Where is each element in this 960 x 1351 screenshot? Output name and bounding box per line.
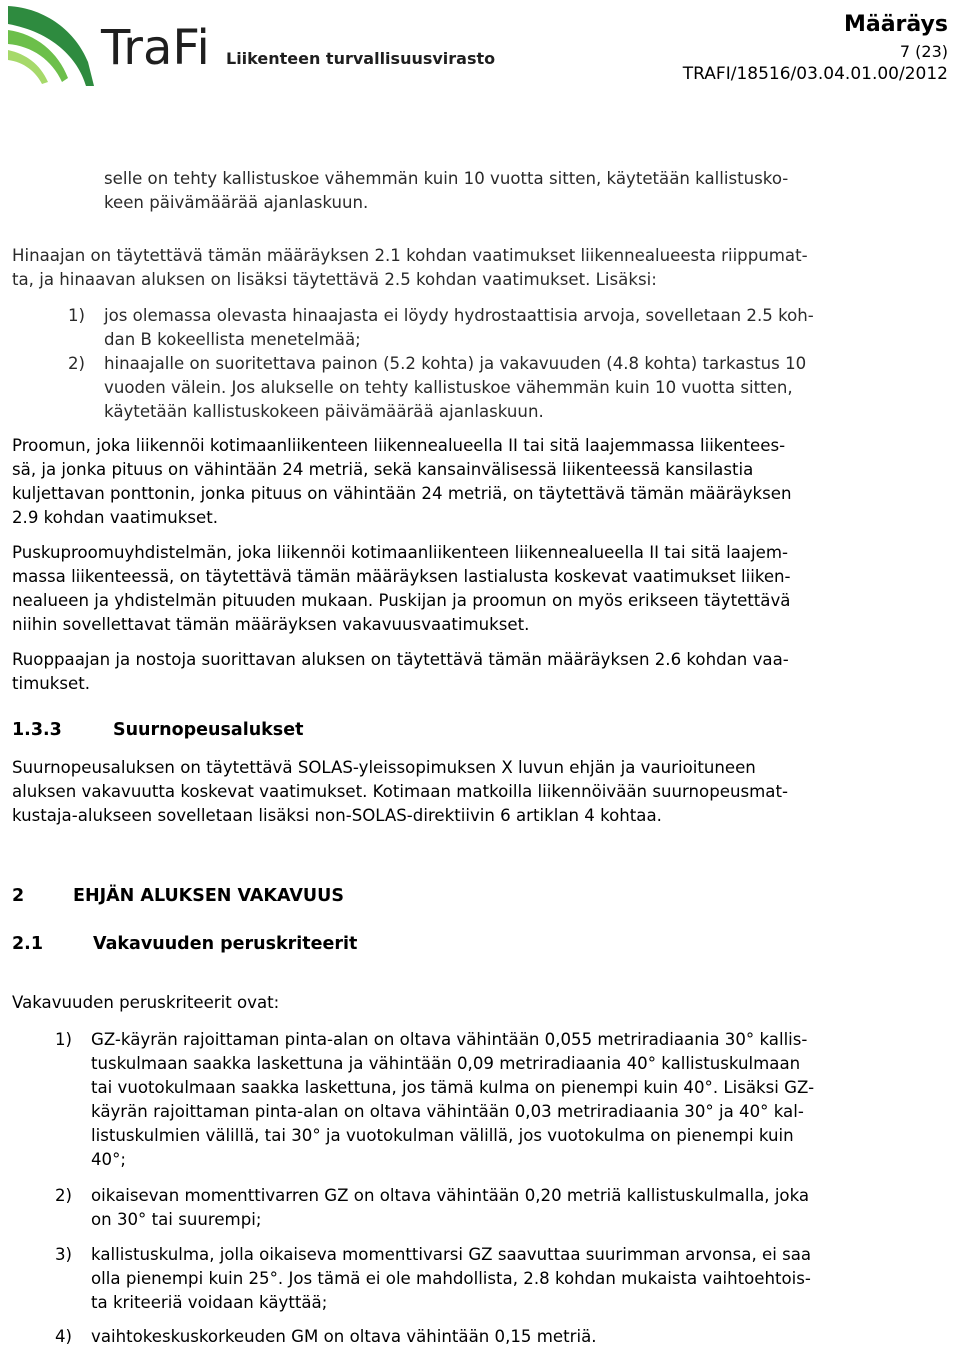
paragraph-line: sä, ja jonka pituus on vähintään 24 metriä, sekä kansainvälisessä liikenteessä kansilastia bbox=[12, 460, 754, 479]
list-item-line: tuskulmaan saakka laskettuna ja vähintään 0,09 metriradiaania 40° kallistuskulmaan bbox=[91, 1054, 801, 1073]
paragraph-line: kustaja-alukseen sovelletaan lisäksi non-SOLAS-direktiivin 6 artiklan 4 kohtaa. bbox=[12, 806, 662, 825]
paragraph-line: ta, ja hinaavan aluksen on lisäksi täytettävä 2.5 kohdan vaatimukset. Lisäksi: bbox=[12, 270, 657, 289]
paragraph-line: Puskuproomuyhdistelmän, joka liikennöi kotimaanliikenteen liikennealueella II tai sitä laajem- bbox=[12, 543, 788, 562]
list-item-line: vuoden välein. Jos alukselle on tehty kallistuskoe vähemmän kuin 10 vuotta sitten, bbox=[104, 378, 793, 397]
list-item-line: tai vuotokulmaan saakka laskettuna, jos tämä kulma on pienempi kuin 40°. Lisäksi GZ- bbox=[91, 1078, 815, 1097]
paragraph-line: kuljettavan ponttonin, jonka pituus on vähintään 24 metriä, on täytettävä tämän määräyksen bbox=[12, 484, 792, 503]
section-title: Vakavuuden peruskriteerit bbox=[93, 934, 358, 954]
list-number: 2) bbox=[55, 1186, 73, 1205]
list-item-line: jos olemassa olevasta hinaajasta ei löydy hydrostaattisia arvoja, sovelletaan 2.5 koh- bbox=[104, 306, 814, 325]
doc-type: Määräys bbox=[843, 12, 948, 37]
section-number: 1.3.3 bbox=[12, 720, 62, 740]
paragraph-line: timukset. bbox=[12, 674, 91, 693]
page-number: 7 (23) bbox=[899, 42, 948, 61]
list-item-line: 40°; bbox=[91, 1150, 127, 1169]
doc-reference: TRAFI/18516/03.04.01.00/2012 bbox=[682, 64, 948, 84]
paragraph-line: niihin sovellettavat tämän määräyksen vakavuusvaatimukset. bbox=[12, 615, 530, 634]
list-number: 2) bbox=[68, 354, 86, 373]
paragraph-line: keen päivämäärää ajanlaskuun. bbox=[104, 193, 369, 212]
paragraph-line: Ruoppaajan ja nostoja suorittavan aluksen on täytettävä tämän määräyksen 2.6 kohdan vaa- bbox=[12, 650, 789, 669]
list-number: 3) bbox=[55, 1245, 73, 1264]
list-item-line: hinaajalle on suoritettava painon (5.2 kohta) ja vakavuuden (4.8 kohta) tarkastus 10 bbox=[104, 354, 807, 373]
list-number: 1) bbox=[68, 306, 86, 325]
paragraph-line: massa liikenteessä, on täytettävä tämän määräyksen lastialusta koskevat vaatimukset liiken- bbox=[12, 567, 791, 586]
list-item-line: ta kriteeriä voidaan käyttää; bbox=[91, 1293, 328, 1312]
list-number: 1) bbox=[55, 1030, 73, 1049]
section-number: 2.1 bbox=[12, 934, 44, 954]
list-item-line: on 30° tai suurempi; bbox=[91, 1210, 262, 1229]
list-item-line: kallistuskulma, jolla oikaiseva momenttivarsi GZ saavuttaa suurimman arvonsa, ei saa bbox=[91, 1245, 812, 1264]
logo-agency: Liikenteen turvallisuusvirasto bbox=[226, 49, 496, 68]
paragraph-line: Proomun, joka liikennöi kotimaanliikenteen liikennealueella II tai sitä laajemmassa liikentees- bbox=[12, 436, 786, 455]
list-item-line: listuskulmien välillä, tai 30° ja vuotokulman välillä, jos vuotokulma on pienempi kuin bbox=[91, 1126, 794, 1145]
chapter-title: EHJÄN ALUKSEN VAKAVUUS bbox=[73, 886, 344, 906]
list-item-line: oikaisevan momenttivarren GZ on oltava vähintään 0,20 metriä kallistuskulmalla, joka bbox=[91, 1186, 810, 1205]
paragraph-line: selle on tehty kallistuskoe vähemmän kuin 10 vuotta sitten, käytetään kallistusko- bbox=[104, 169, 789, 188]
paragraph-line: aluksen vakavuutta koskevat vaatimukset. Kotimaan matkoilla liikennöivään suurnopeusmat- bbox=[12, 782, 788, 801]
logo-text: TraFi bbox=[101, 20, 210, 76]
paragraph-line: 2.9 kohdan vaatimukset. bbox=[12, 508, 219, 527]
paragraph-line: Vakavuuden peruskriteerit ovat: bbox=[12, 993, 280, 1012]
list-item-line: dan B kokeellista menetelmää; bbox=[104, 330, 361, 349]
chapter-number: 2 bbox=[12, 886, 25, 906]
list-item-line: olla pienempi kuin 25°. Jos tämä ei ole mahdollista, 2.8 kohdan mukaista vaihtoehtois- bbox=[91, 1269, 811, 1288]
section-title: Suurnopeusalukset bbox=[113, 720, 304, 740]
paragraph-line: Hinaajan on täytettävä tämän määräyksen 2.1 kohdan vaatimukset liikennealueesta riippumat- bbox=[12, 246, 808, 265]
list-item-line: käyrän rajoittaman pinta-alan on oltava vähintään 0,03 metriradiaania 30° ja 40° kal- bbox=[91, 1102, 804, 1121]
list-number: 4) bbox=[55, 1327, 73, 1346]
paragraph-line: nealueen ja yhdistelmän pituuden mukaan. Puskijan ja proomun on myös erikseen täytettävä bbox=[12, 591, 791, 610]
list-item-line: käytetään kallistuskokeen päivämäärää ajanlaskuun. bbox=[104, 402, 544, 421]
trafi-logo-icon bbox=[6, 2, 496, 88]
list-item-line: GZ-käyrän rajoittaman pinta-alan on oltava vähintään 0,055 metriradiaania 30° kallis- bbox=[91, 1030, 808, 1049]
paragraph-line: Suurnopeusaluksen on täytettävä SOLAS-yleissopimuksen X luvun ehjän ja vaurioituneen bbox=[12, 758, 756, 777]
list-item-line: vaihtokeskuskorkeuden GM on oltava vähintään 0,15 metriä. bbox=[91, 1327, 597, 1346]
